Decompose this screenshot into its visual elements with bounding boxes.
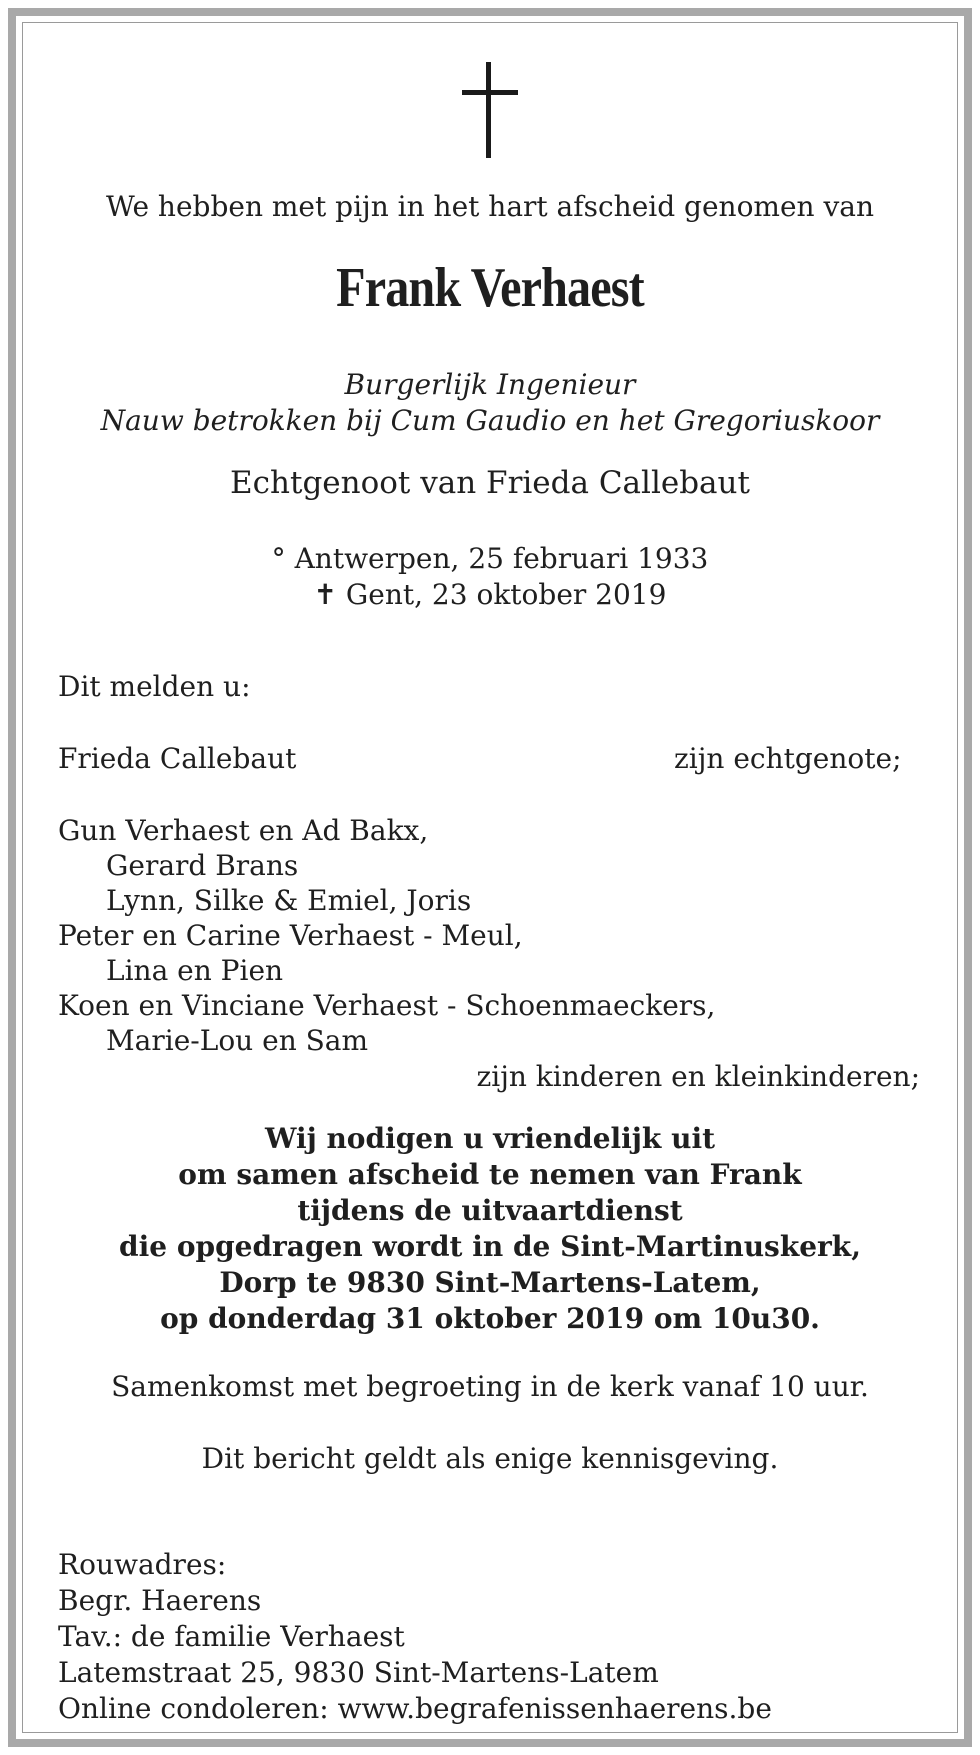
spouse-relation: zijn echtgenote;: [674, 742, 902, 775]
family-line: Lynn, Silke & Emiel, Joris: [106, 884, 472, 917]
disclaimer-text: Dit bericht geldt als enige kennisgeving.: [201, 1442, 779, 1475]
spouse-line: Echtgenoot van Frieda Callebaut: [230, 465, 750, 501]
invitation-line: tijdens de uitvaartdienst: [297, 1194, 683, 1227]
involvement: Nauw betrokken bij Cum Gaudio en het Gregoriuskoor: [100, 404, 880, 437]
address-line: Latemstraat 25, 9830 Sint-Martens-Latem: [58, 1656, 659, 1689]
family-line: Lina en Pien: [106, 954, 284, 987]
spouse-name: Frieda Callebaut: [58, 742, 297, 775]
profession: Burgerlijk Ingenieur: [344, 368, 636, 401]
family-relation: zijn kinderen en kleinkinderen;: [476, 1060, 920, 1093]
intro-text: We hebben met pijn in het hart afscheid genomen van: [105, 190, 875, 223]
birth-line: ° Antwerpen, 25 februari 1933: [271, 542, 709, 575]
family-line: Gun Verhaest en Ad Bakx,: [58, 814, 429, 847]
invitation-line: om samen afscheid te nemen van Frank: [178, 1158, 802, 1191]
address-line: Rouwadres:: [58, 1548, 227, 1581]
announce-text: Dit melden u:: [58, 670, 251, 703]
death-line: ✝ Gent, 23 oktober 2019: [313, 578, 667, 611]
family-line: Marie-Lou en Sam: [106, 1024, 369, 1057]
invitation-line: die opgedragen wordt in de Sint-Martinuskerk,: [119, 1230, 861, 1263]
deceased-name: Frank Verhaest: [336, 257, 644, 319]
gathering-text: Samenkomst met begroeting in de kerk vanaf 10 uur.: [111, 1370, 869, 1403]
family-line: Gerard Brans: [106, 849, 299, 882]
latin-cross-icon: [462, 62, 518, 158]
address-line: Begr. Haerens: [58, 1584, 262, 1617]
death-notice: [24, 24, 956, 1731]
invitation-line: Wij nodigen u vriendelijk uit: [264, 1122, 716, 1155]
family-line: Koen en Vinciane Verhaest - Schoenmaeckers,: [58, 989, 716, 1022]
invitation-line: op donderdag 31 oktober 2019 om 10u30.: [160, 1302, 820, 1335]
family-line: Peter en Carine Verhaest - Meul,: [58, 919, 523, 952]
invitation-line: Dorp te 9830 Sint-Martens-Latem,: [219, 1266, 761, 1299]
address-line: Tav.: de familie Verhaest: [58, 1620, 405, 1653]
online-condolence-link[interactable]: Online condoleren: www.begrafenissenhaerens.be: [58, 1692, 772, 1725]
